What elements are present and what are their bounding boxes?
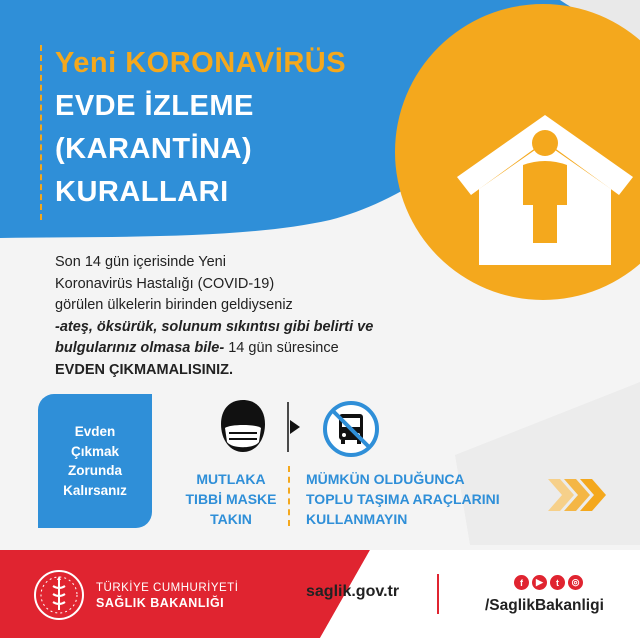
- condition-line-4: Kalırsanız: [63, 482, 127, 498]
- rule-mask-line-1: MUTLAKA: [196, 471, 266, 487]
- rule-transport-line-3: KULLANMAYIN: [306, 511, 408, 527]
- social-handle[interactable]: /SaglikBakanligi: [485, 597, 604, 614]
- instagram-icon[interactable]: ◎: [568, 575, 583, 590]
- rule-mask-line-3: TAKIN: [210, 511, 252, 527]
- rule-transport-line-1: MÜMKÜN OLDUĞUNCA: [306, 471, 465, 487]
- condition-line-3: Zorunda: [68, 463, 122, 478]
- ministry-emblem-icon: [32, 568, 86, 622]
- rule-mask-label: [175, 469, 287, 529]
- body-line-5b: 14 gün süresince: [224, 340, 339, 356]
- ministry-name: [96, 582, 238, 610]
- chevrons-right-icon: [548, 475, 610, 515]
- rule-separator: [288, 466, 290, 526]
- body-line-4: -ateş, öksürük, solunum sıkıntısı gibi belirti ve: [55, 318, 374, 335]
- title-accent-line: [40, 45, 42, 220]
- website-link[interactable]: saglik.gov.tr: [306, 583, 400, 600]
- rule-transport-label: [306, 469, 500, 529]
- ministry-line-2: SAĞLIK BAKANLIĞI: [96, 596, 225, 610]
- facebook-icon[interactable]: f: [514, 575, 529, 590]
- face-mask-icon: [216, 398, 270, 456]
- twitter-icon[interactable]: t: [550, 575, 565, 590]
- divider-arrow: [282, 402, 302, 452]
- condition-card: [38, 394, 152, 528]
- title-line-1: Yeni KORONAVİRÜS: [55, 47, 347, 79]
- title-line-4: KURALLARI: [55, 176, 229, 208]
- youtube-icon[interactable]: ▶: [532, 575, 547, 590]
- footer-divider: [437, 574, 439, 614]
- body-line-6: EVDEN ÇIKMAMALISINIZ.: [55, 361, 234, 378]
- no-bus-icon: [322, 400, 380, 458]
- house-person-icon: [445, 105, 640, 265]
- body-line-5a: bulgularınız olmasa bile-: [55, 340, 225, 356]
- condition-line-1: Evden: [74, 424, 116, 439]
- instructions-text: [55, 252, 385, 381]
- rule-transport-line-2: TOPLU TAŞIMA ARAÇLARINI: [306, 491, 500, 507]
- ministry-line-1: TÜRKİYE CUMHURİYETİ: [96, 582, 239, 594]
- body-line-1: Son 14 gün içerisinde Yeni: [55, 254, 226, 270]
- body-line-2: Koronavirüs Hastalığı (COVID-19): [55, 275, 275, 292]
- page-title: [55, 42, 346, 214]
- social-icons: [514, 575, 583, 590]
- title-line-3: (KARANTİNA): [55, 133, 253, 165]
- title-line-2: EVDE İZLEME: [55, 90, 254, 122]
- body-line-3: görülen ülkelerin birinden geldiyseniz: [55, 297, 293, 313]
- rule-mask-line-2: TIBBİ MASKE: [185, 491, 277, 507]
- condition-line-2: Çıkmak: [70, 443, 120, 459]
